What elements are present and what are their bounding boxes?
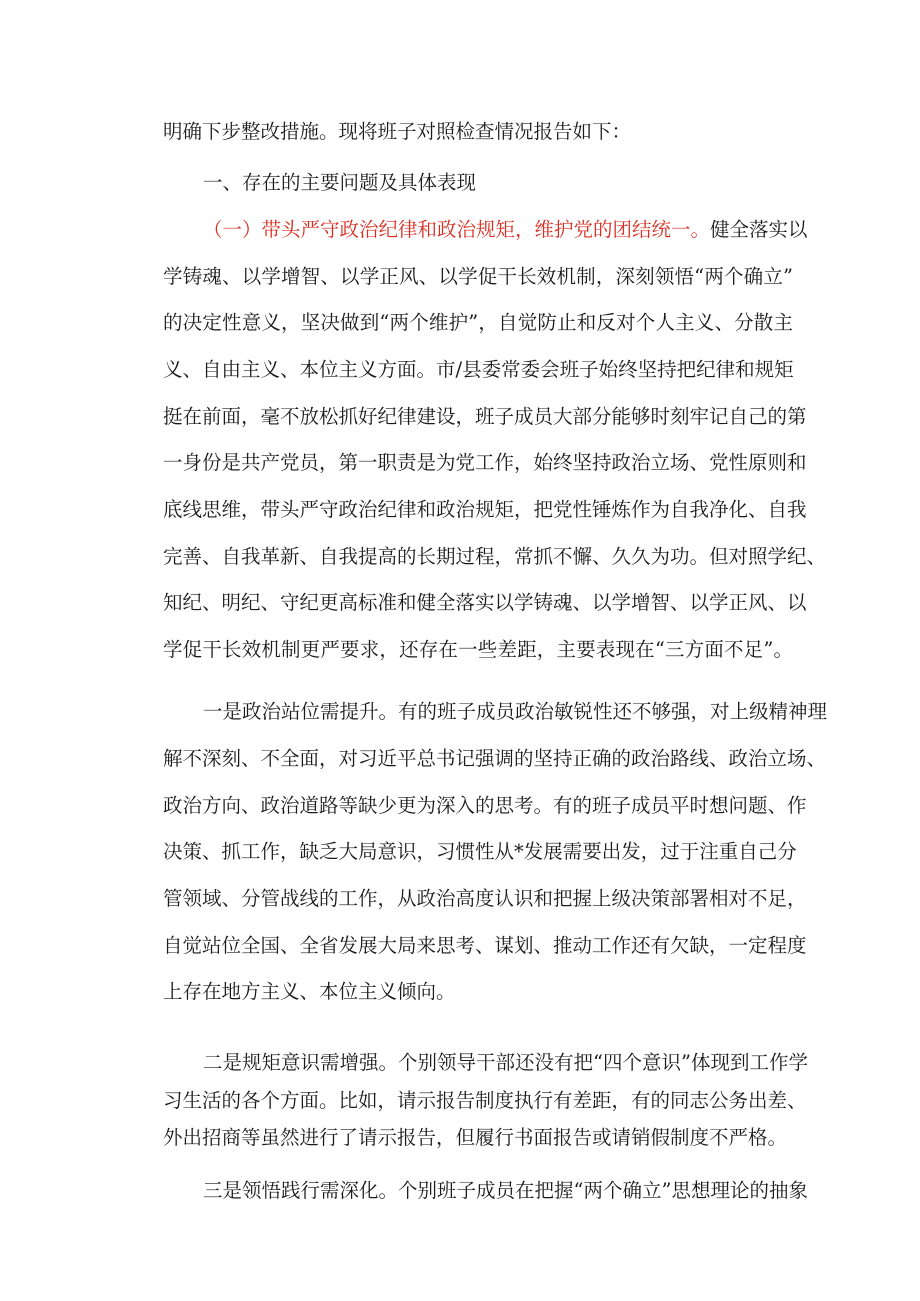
body-line: 学铸魂、以学增智、以学正风、以学促干长效机制，深刻领悟“两个确立” — [163, 265, 793, 288]
body-line: 政治方向、政治道路等缺少更为深入的思考。有的班子成员平时想问题、作 — [163, 794, 807, 817]
body-line: 完善、自我革新、自我提高的长期过程，常抓不懈、久久为功。但对照学纪、 — [163, 545, 827, 568]
body-line: 明确下步整改措施。现将班子对照检查情况报告如下： — [163, 120, 632, 143]
body-line: 底线思维，带头严守政治纪律和政治规矩，把党性锤炼作为自我净化、自我 — [163, 498, 807, 521]
body-line: 外出招商等虽然进行了请示报告，但履行书面报告或请销假制度不严格。 — [163, 1126, 788, 1149]
body-line: 的决定性意义，坚决做到“两个维护”，自觉防止和反对个人主义、分散主 — [163, 311, 793, 334]
paragraph-first-line: 三是领悟践行需深化。个别班子成员在把握“两个确立”思想理论的抽象 — [203, 1179, 808, 1202]
subsection-heading: （一）带头严守政治纪律和政治规矩，维护党的团结统一。 — [203, 218, 711, 241]
body-line: 习生活的各个方面。比如，请示报告制度执行有差距，有的同志公务出差、 — [163, 1089, 807, 1112]
subsection-heading-line — [203, 213, 808, 247]
body-line: 解不深刻、不全面，对习近平总书记强调的坚持正确的政治路线、政治立场、 — [163, 747, 827, 770]
body-line: 一身份是共产党员，第一职责是为党工作，始终坚持政治立场、党性原则和 — [163, 451, 807, 474]
paragraph-first-line: 二是规矩意识需增强。个别领导干部还没有把“四个意识”体现到工作学 — [203, 1051, 808, 1074]
section-heading: 一、存在的主要问题及具体表现 — [203, 171, 477, 194]
body-line: 管领域、分管战线的工作，从政治高度认识和把握上级决策部署相对不足， — [163, 887, 807, 910]
body-line: 决策、抓工作，缺乏大局意识，习惯性从*发展需要出发，过于注重自己分 — [163, 840, 797, 863]
paragraph-first-line: 一是政治站位需提升。有的班子成员政治敏锐性还不够强，对上级精神理 — [203, 700, 828, 723]
body-line: 自觉站位全国、全省发展大局来思考、谋划、推动工作还有欠缺，一定程度 — [163, 934, 807, 957]
body-line: 义、自由主义、本位主义方面。市/县委常委会班子始终坚持把纪律和规矩 — [163, 358, 794, 381]
body-text: 健全落实以 — [710, 218, 808, 241]
body-line: 挺在前面，毫不放松抓好纪律建设，班子成员大部分能够时刻牢记自己的第 — [163, 405, 807, 428]
body-line: 上存在地方主义、本位主义倾向。 — [163, 980, 456, 1003]
body-line: 知纪、明纪、守纪更高标准和健全落实以学铸魂、以学增智、以学正风、以 — [163, 591, 807, 614]
body-line: 学促干长效机制更严要求，还存在一些差距，主要表现在“三方面不足”。 — [163, 638, 793, 661]
